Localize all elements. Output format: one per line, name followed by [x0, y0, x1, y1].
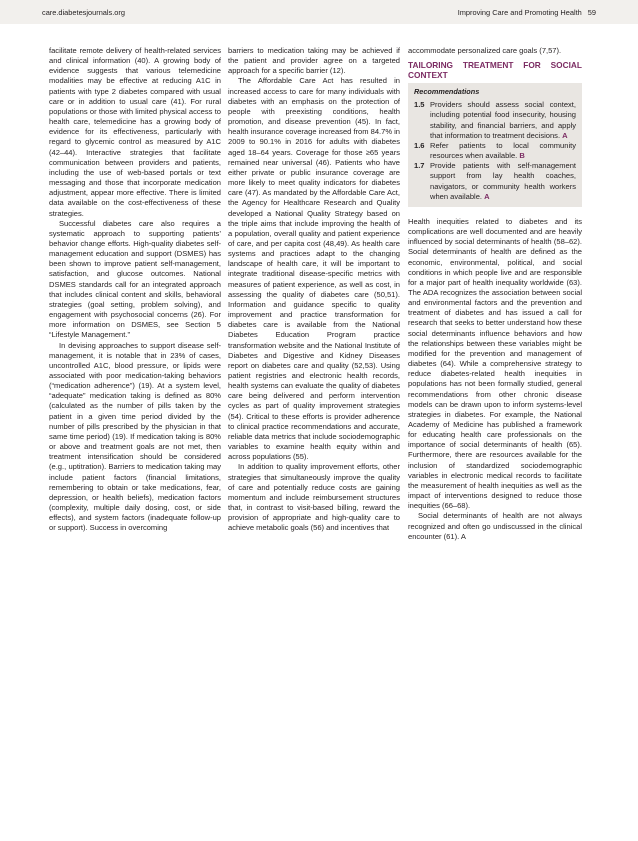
- recommendation-body: Refer patients to local community resources when available.: [430, 140, 576, 161]
- paragraph: In addition to quality improvement efforts, other strategies that simultaneously improve the quality of care and potentially reduce costs are gaining momentum and include reimbursement structures that, in contrast to visit-based billing, reward the provision of appropriate and high-quality care to achieve metabolic goals (56) and incentives that: [228, 462, 400, 533]
- recommendations-heading: Recommendations: [414, 87, 480, 97]
- paragraph: In devising approaches to support disease self-management, it is notable that in 23% of cases, uncontrolled A1C, blood pressure, or lipids were associated with poor medication-taking behaviors (“medication adherence”) (19). At a system level, “adequate” medication taking is defined as 80% (calculated as the number of pills taken by the patient in a given time period divided by the number of pills prescribed by the physician in that same time period) (19). If medication taking is 80% or above and treatment goals are not met, then treatment intensification should be considered (e.g., uptitration). Barriers to medication taking may include patient factors (financial limitations, remembering to obtain or take medications, fear, depression, or health beliefs), medication factors (complexity, multiple daily dosing, cost, or side effects), and system factors (inadequate follow-up or support). Success in overcoming: [49, 340, 221, 533]
- recommendation-body: Providers should assess social context, including potential food insecurity, housing stability, and financial barriers, and apply that information to treatment decisions.: [430, 100, 576, 140]
- evidence-grade: A: [562, 130, 568, 140]
- column-2: [228, 46, 400, 534]
- recommendation-body: Provide patients with self-management support from lay health coaches, navigators, or community health workers when available.: [430, 161, 576, 201]
- section-heading: TAILORING TREATMENT FOR SOCIAL CONTEXT: [408, 60, 582, 81]
- recommendation-item: [414, 100, 576, 141]
- recommendation-text: [430, 141, 576, 161]
- column-3: [408, 46, 582, 542]
- paragraph: Social determinants of health are not always recognized and often go undiscussed in the clinical encounter (61). A: [408, 511, 582, 541]
- recommendations-box: [408, 83, 582, 207]
- column-1: [49, 46, 221, 534]
- recommendation-item: [414, 161, 576, 202]
- paragraph: Successful diabetes care also requires a systematic approach to supporting patients’ behavior change efforts. High-quality diabetes self-management education and support (DSMES) has been shown to improve patient self-management, satisfaction, and glucose outcomes. National DSMES standards call for an integrated approach that includes clinical content and skills, behavioral strategies (goal setting, problem solving), and engagement with psychosocial concerns (26). For more information on DSMES, see Section 5 “Lifestyle Management.”: [49, 218, 221, 340]
- evidence-grade: A: [484, 191, 490, 201]
- recommendation-text: [430, 100, 576, 141]
- evidence-grade: B: [519, 151, 525, 161]
- journal-url: care.diabetesjournals.org: [42, 8, 125, 17]
- recommendation-number: 1.6: [414, 140, 425, 150]
- recommendation-number: 1.5: [414, 100, 425, 110]
- recommendation-item: [414, 141, 576, 161]
- paragraph: Health inequities related to diabetes and its complications are well documented and are heavily influenced by social determinants of health (58–62). Social determinants of health are defined as the economic, environmental, political, and social conditions in which people live and are responsible for a major part of health inequality worldwide (63). The ADA recognizes the association between social and environmental factors and the prevention and treatment of diabetes and has issued a call for research that seeks to better understand how these social determinants influence behaviors and how the relationships between these variables might be modified for the prevention and management of diabetes (64). While a comprehensive strategy to reduce diabetes-related health inequities in populations has not been formally studied, general recommendations from other chronic disease models can be drawn upon to inform systems-level strategies in diabetes. For example, the National Academy of Medicine has published a framework for educating health care professionals on the importance of social determinants of health (65). Furthermore, there are resources available for the inclusion of standardized sociodemographic variables in electronic medical records to facilitate the measurement of health inequities as well as the impact of interventions designed to reduce those inequities (66–68).: [408, 216, 582, 511]
- paragraph: accommodate personalized care goals (7,57).: [408, 46, 562, 55]
- paragraph: The Affordable Care Act has resulted in increased access to care for many individuals with diabetes with an emphasis on the protection of people with preexisting conditions, health promotion, and disease prevention (45). In fact, health insurance coverage increased from 84.7% in 2009 to 90.1% in 2016 for adults with diabetes aged 18–64 years. Coverage for those ≥65 years remained near universal (46). Patients who have either private or public insurance coverage are more likely to meet quality indicators for diabetes care (47). As mandated by the Affordable Care Act, the Agency for Healthcare Research and Quality developed a National Quality Strategy based on the triple aims that include improving the health of a population, overall quality and patient experience of care, and per capita cost (48,49). As health care systems and practices adapt to the changing landscape of health care, it will be important to integrate traditional disease-specific metrics with measures of patient experience, as well as cost, in assessing the quality of diabetes care (50,51). Information and guidance specific to quality improvement and practice transformation for diabetes care is available from the National Diabetes Education Program practice transformation website and the National Institute of Diabetes and Digestive and Kidney Diseases report on diabetes care and quality (52,53). Using patient registries and electronic health records, health systems can evaluate the quality of diabetes care being delivered and perform intervention cycles as part of quality improvement strategies (54). Critical to these efforts is provider adherence to clinical practice recommendations and accurate, reliable data metrics that include sociodemographic variables to examine health equity within and across populations (55).: [228, 76, 401, 462]
- paragraph: facilitate remote delivery of health-related services and clinical information (40). A growing body of evidence suggests that various telemedicine modalities may be effective at reducing A1C in patients with type 2 diabetes compared with usual care or in addition to usual care (41). For rural populations or those with limited physical access to health care, telemedicine has a growing body of evidence for its effectiveness, particularly with regard to glycemic control as measured by A1C (42–44). Interactive strategies that facilitate communication between providers and patients, including the use of web-based portals or text messaging and those that incorporate medication adjustment, appear more effective. There is limited data available on the cost-effectiveness of these strategies.: [49, 46, 221, 218]
- running-header: [0, 0, 638, 24]
- recommendation-number: 1.7: [414, 161, 425, 171]
- section-name: Improving Care and Promoting Health: [457, 8, 582, 17]
- paragraph: barriers to medication taking may be achieved if the patient and provider agree on a targeted approach for a specific barrier (12).: [228, 46, 400, 76]
- header-right: [458, 8, 596, 17]
- page-number: 59: [587, 8, 596, 17]
- recommendation-text: [430, 161, 576, 202]
